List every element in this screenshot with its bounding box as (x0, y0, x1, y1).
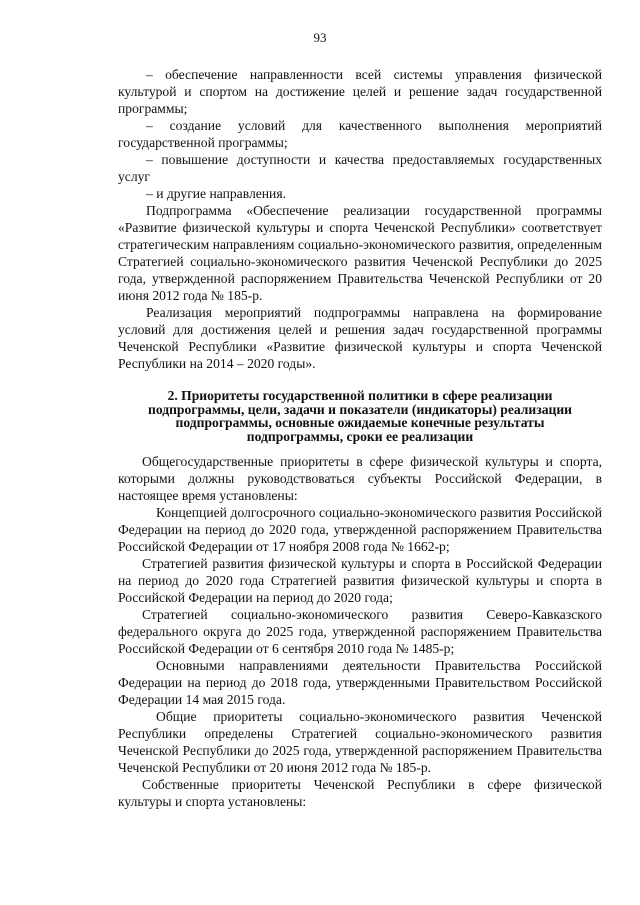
heading-line: подпрограммы, основные ожидаемые конечные результаты (175, 415, 545, 430)
paragraph-government-directions: Основными направлениями деятельности Правительства Российской Федерации на период до 2018 года, утвержденными Правительством Российской Федерации 14 мая 2015 года. (118, 658, 602, 707)
heading-line: 2. Приоритеты государственной политики в сфере реализации (167, 388, 553, 403)
paragraph-bullet-conditions: – создание условий для качественного выполнения мероприятий государственной программы; (118, 118, 602, 150)
paragraph-subprogram-goals: Реализация мероприятий подпрограммы направлена на формирование условий для достижения целей и решения задач государственной программы Чеченской Республики «Развитие физической культуры и спорта Чеченской Республики на 2014 – 2020 годы». (118, 305, 602, 371)
paragraph-bullet-other: – и другие направления. (146, 186, 286, 201)
paragraph-north-caucasus-strategy: Стратегией социально-экономического развития Северо-Кавказского федерального округа до 2025 года, утвержденной распоряжением Правительства Российской Федерации от 6 сентября 2010 года № 1485-р; (118, 607, 602, 656)
paragraph-national-priorities: Общегосударственные приоритеты в сфере физической культуры и спорта, которыми должны руководствоваться субъекты Российской Федерации, в настоящее время установлены: (118, 454, 602, 503)
paragraph-bullet-management: – обеспечение направленности всей системы управления физической культурой и спортом на достижение целей и решение задач государственной программы; (118, 67, 602, 116)
paragraph-concept-2020: Концепцией долгосрочного социально-экономического развития Российской Федерации на период до 2020 года, утвержденной распоряжением Правительства Российской Федерации от 17 ноября 2008 года № 1662-р; (118, 505, 602, 554)
heading-line: подпрограммы, сроки ее реализации (246, 428, 474, 444)
paragraph-chechen-general-priorities: Общие приоритеты социально-экономического развития Чеченской Республики определены Стратегией социально-экономического развития Чеченской Республики до 2025 года, утвержденной распоряжением Правительства Чеченской Республики от 20 июня 2012 года № 185-р. (118, 709, 602, 775)
paragraph-chechen-sport-priorities: Собственные приоритеты Чеченской Республики в сфере физической культуры и спорта установлены: (118, 777, 602, 809)
paragraph-subprogram-strategy: Подпрограмма «Обеспечение реализации государственной программы «Развитие физической культуры и спорта Чеченской Республики» соответствует стратегическим направлениям социально-экономического развития, определенным Стратегией социально-экономического развития Чеченской Республики до 2025 года, утвержденной распоряжением Правительства Чеченской Республики от 20 июня 2012 года № 185-р. (118, 203, 602, 303)
page-number: 93 (313, 30, 327, 45)
paragraph-sport-strategy: Стратегией развития физической культуры и спорта в Российской Федерации на период до 2020 года Стратегией развития физической культуры и спорта в Российской Федерации на период до 2020 года; (118, 556, 602, 605)
section-heading (118, 389, 602, 443)
heading-line: подпрограммы, цели, задачи и показатели (индикаторы) реализации (147, 401, 573, 417)
paragraph-bullet-services: – повышение доступности и качества предоставляемых государственных услуг (118, 152, 602, 184)
